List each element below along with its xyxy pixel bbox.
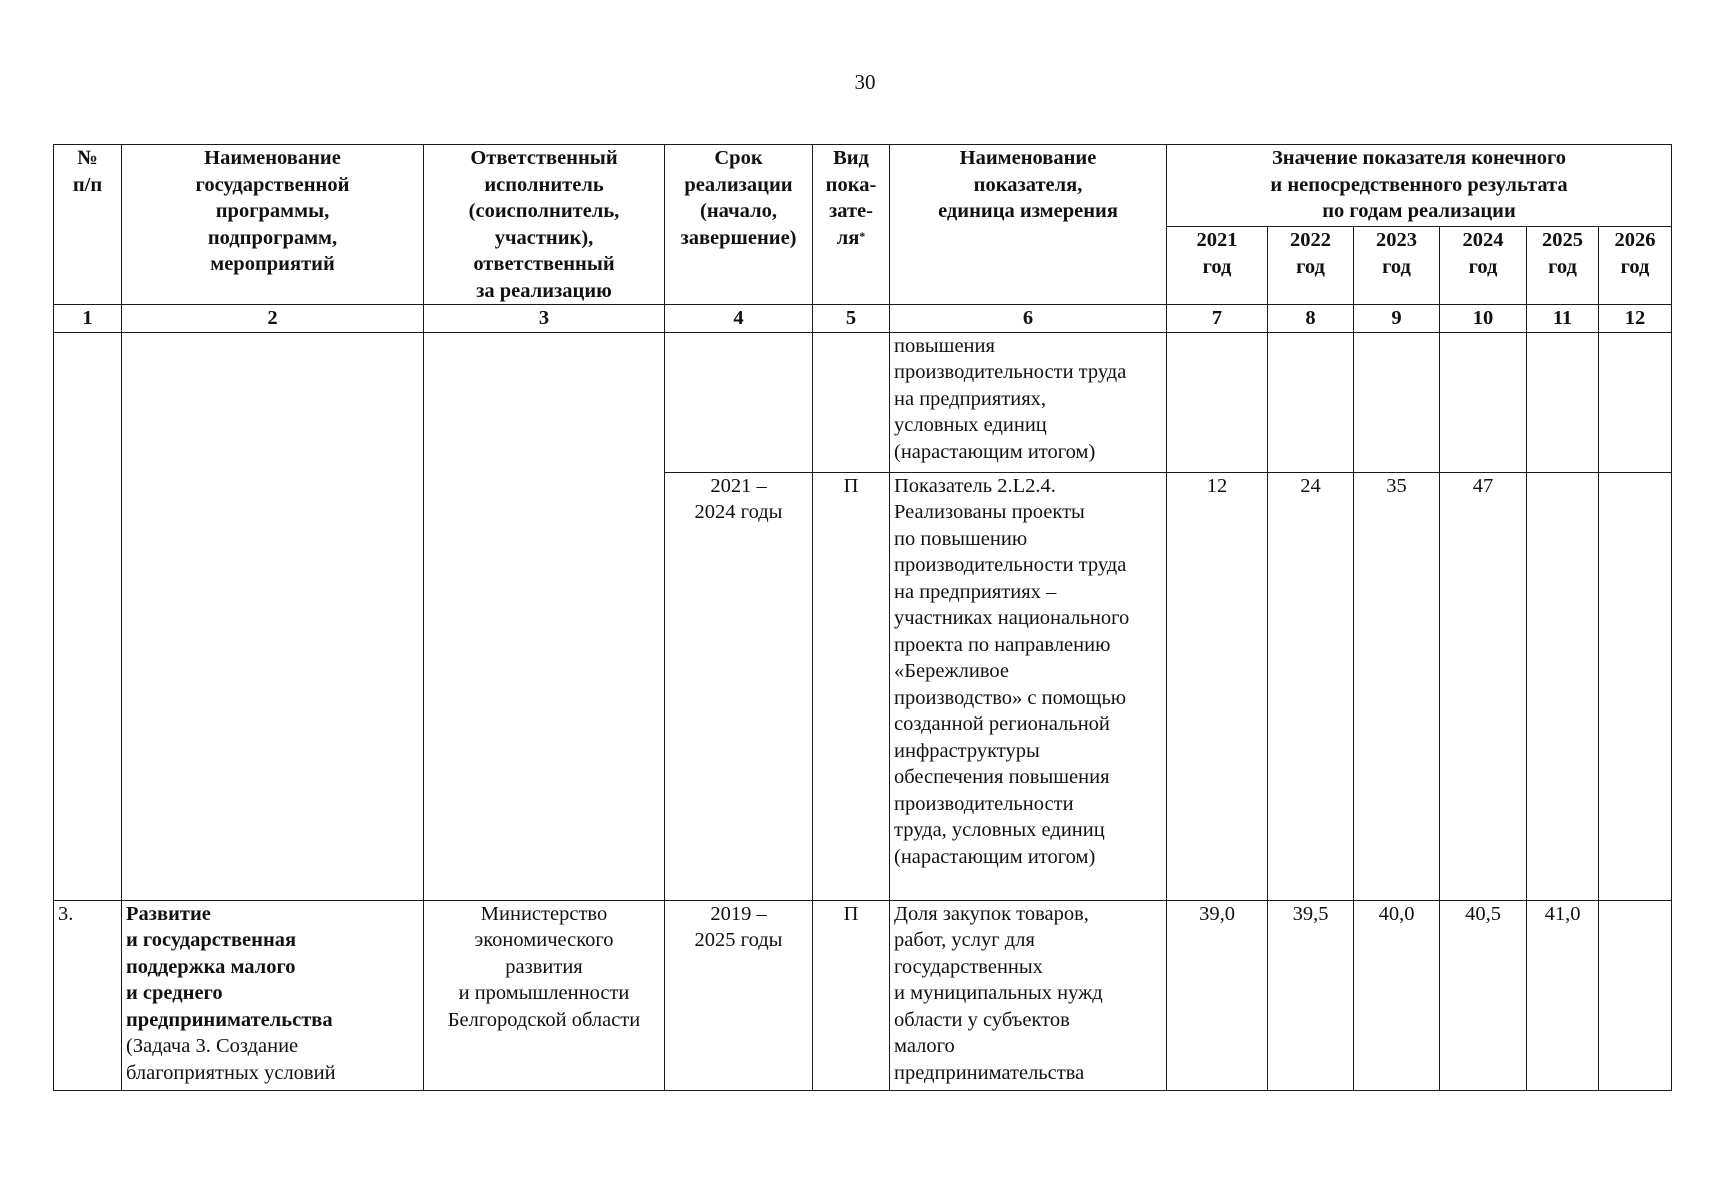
cell-number: 3. bbox=[54, 900, 122, 1090]
cell-executor: Министерство экономического развития и промышленности Белгородской области bbox=[424, 900, 665, 1090]
cell-value-2026 bbox=[1599, 332, 1672, 472]
column-number: 1 bbox=[54, 305, 122, 333]
cell-value-2021 bbox=[1167, 332, 1268, 472]
cell-indicator-type: П bbox=[813, 900, 890, 1090]
cell-value-2024 bbox=[1440, 332, 1527, 472]
column-number: 11 bbox=[1527, 305, 1599, 333]
column-number: 9 bbox=[1354, 305, 1440, 333]
cell-value-2023 bbox=[1354, 332, 1440, 472]
cell-indicator-name: Доля закупок товаров, работ, услуг для государственных и муниципальных нужд области у субъектов малого предпринимательства bbox=[890, 900, 1167, 1090]
header-year-2024: 2024 год bbox=[1440, 227, 1527, 305]
cell-value-2022 bbox=[1268, 332, 1354, 472]
cell-value-2023: 35 bbox=[1354, 472, 1440, 900]
header-values-group: Значение показателя конечного и непосредственного результата по годам реализации bbox=[1167, 145, 1672, 227]
cell-indicator-type: П bbox=[813, 472, 890, 900]
cell-indicator-type bbox=[813, 332, 890, 472]
header-program-name: Наименование государственной программы, подпрограмм, мероприятий bbox=[122, 145, 424, 305]
header-indicator-name: Наименование показателя, единица измерения bbox=[890, 145, 1167, 305]
cell-value-2024: 40,5 bbox=[1440, 900, 1527, 1090]
column-number: 4 bbox=[665, 305, 813, 333]
column-number: 2 bbox=[122, 305, 424, 333]
cell-value-2025: 41,0 bbox=[1527, 900, 1599, 1090]
cell-value-2021: 39,0 bbox=[1167, 900, 1268, 1090]
cell-value-2024: 47 bbox=[1440, 472, 1527, 900]
cell-value-2026 bbox=[1599, 472, 1672, 900]
header-year-2025: 2025 год bbox=[1527, 227, 1599, 305]
column-number: 6 bbox=[890, 305, 1167, 333]
cell-value-2022: 39,5 bbox=[1268, 900, 1354, 1090]
cell-value-2025 bbox=[1527, 472, 1599, 900]
cell-period: 2021 – 2024 годы bbox=[665, 472, 813, 900]
column-number: 5 bbox=[813, 305, 890, 333]
page-number: 30 bbox=[854, 70, 876, 94]
header-year-2022: 2022 год bbox=[1268, 227, 1354, 305]
cell-number bbox=[54, 332, 122, 900]
column-number: 8 bbox=[1268, 305, 1354, 333]
column-number: 12 bbox=[1599, 305, 1672, 333]
column-number: 3 bbox=[424, 305, 665, 333]
cell-period: 2019 – 2025 годы bbox=[665, 900, 813, 1090]
footnote-mark: * bbox=[859, 228, 866, 243]
cell-value-2023: 40,0 bbox=[1354, 900, 1440, 1090]
column-number: 7 bbox=[1167, 305, 1268, 333]
cell-period bbox=[665, 332, 813, 472]
header-year-2021: 2021 год bbox=[1167, 227, 1268, 305]
cell-executor bbox=[424, 332, 665, 900]
cell-value-2021: 12 bbox=[1167, 472, 1268, 900]
cell-value-2025 bbox=[1527, 332, 1599, 472]
cell-indicator-name: повышения производительности труда на предприятиях, условных единиц (нарастающим итогом) bbox=[890, 332, 1167, 472]
indicators-table bbox=[53, 144, 1672, 1091]
table-row bbox=[54, 900, 1672, 1090]
header-period: Срок реализации (начало, завершение) bbox=[665, 145, 813, 305]
header-year-2026: 2026 год bbox=[1599, 227, 1672, 305]
cell-value-2022: 24 bbox=[1268, 472, 1354, 900]
header-indicator-type: Вид пока- зате- ля* bbox=[813, 145, 890, 305]
header-executor: Ответственный исполнитель (соисполнитель, участник), ответственный за реализацию bbox=[424, 145, 665, 305]
header-year-2023: 2023 год bbox=[1354, 227, 1440, 305]
table-row bbox=[54, 332, 1672, 472]
cell-program-name bbox=[122, 332, 424, 900]
header-number: № п/п bbox=[54, 145, 122, 305]
column-number: 10 bbox=[1440, 305, 1527, 333]
cell-program-name: Развитие и государственная поддержка малого и среднего предпринимательства (Задача 3. Создание благоприятных условий bbox=[122, 900, 424, 1090]
cell-indicator-name: Показатель 2.L2.4. Реализованы проекты по повышению производительности труда на предприятиях – участниках национального проекта по направлению «Бережливое производство» с помощью созданной региональной инфраструктуры обеспечения повышения производительности труда, условных единиц (нарастающим итогом) bbox=[890, 472, 1167, 900]
cell-value-2026 bbox=[1599, 900, 1672, 1090]
